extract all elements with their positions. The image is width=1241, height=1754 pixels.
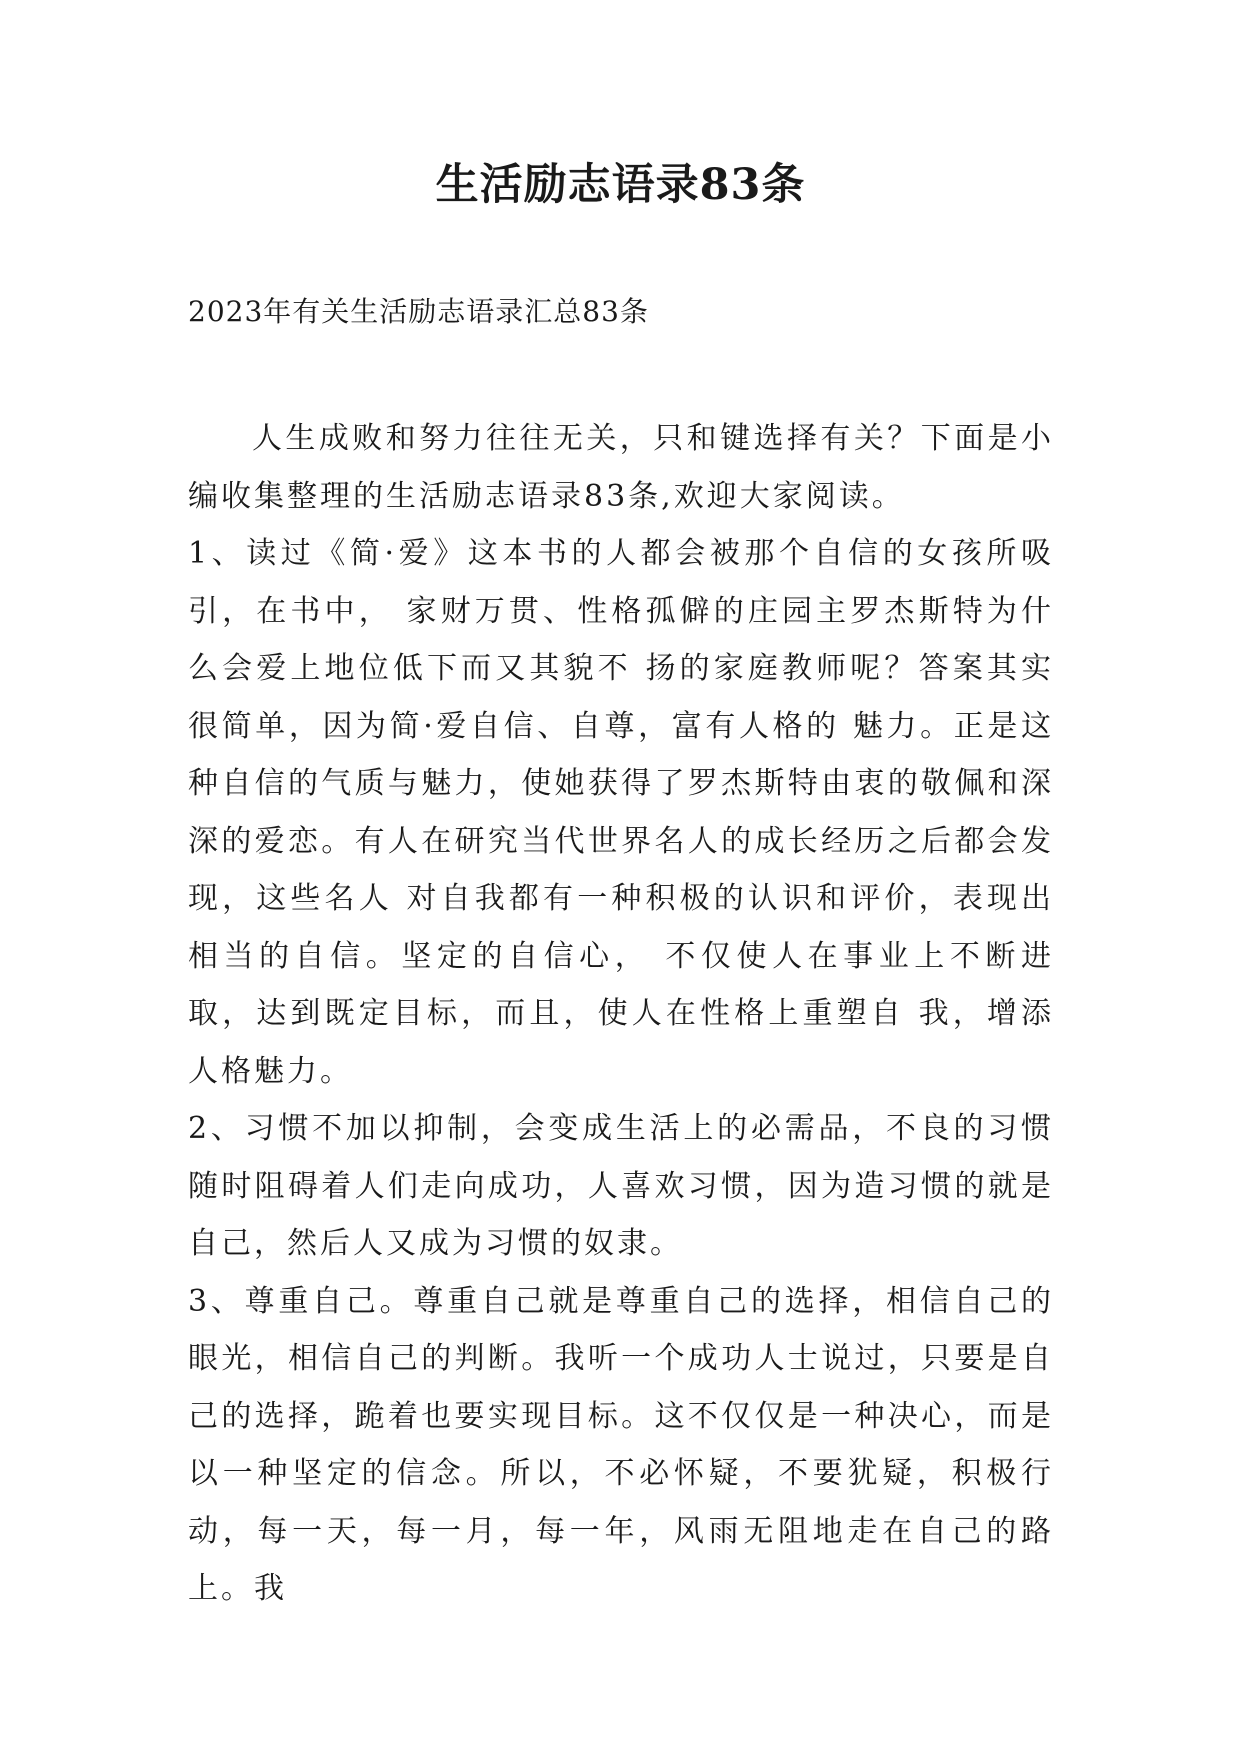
document-title: 生活励志语录83条 (435, 160, 806, 210)
quote-item-2: 2、习惯不加以抑制，会变成生活上的必需品，不良的习惯随时阻碍着人们走向成功，人喜欢习惯，因为造习惯的就是自己，然后人又成为习惯的奴隶。 (188, 1111, 1054, 1261)
document-body (188, 410, 1054, 1618)
quote-item-1: 1、读过《简·爱》这本书的人都会被那个自信的女孩所吸引，在书中， 家财万贯、性格孤僻的庄园主罗杰斯特为什么会爱上地位低下而又其貌不 扬的家庭教师呢？答案其实很简单，因为简·爱自信、自尊，富有人格的 魅力。正是这种自信的气质与魅力，使她获得了罗杰斯特由衷的敬佩和深 深的爱恋。有人在研究当代世界名人的成长经历之后都会发现，这些名人 对自我都有一种积极的认识和评价，表现出相当的自信。坚定的自信心， 不仅使人在事业上不断进取，达到既定目标，而且，使人在性格上重塑自 我，增添人格魅力。 (188, 536, 1054, 1089)
document-subtitle: 2023年有关生活励志语录汇总83条 (188, 295, 649, 328)
intro-paragraph: 人生成败和努力往往无关，只和键选择有关？下面是小编收集整理的生活励志语录83条,欢迎大家阅读。 (188, 421, 1054, 514)
quote-item-3: 3、尊重自己。尊重自己就是尊重自己的选择，相信自己的眼光，相信自己的判断。我听一个成功人士说过，只要是自己的选择，跪着也要实现目标。这不仅仅是一种决心，而是以一种坚定的信念。所以，不必怀疑，不要犹疑，积极行动，每一天，每一月，每一年，风雨无阻地走在自己的路上。我 (188, 1283, 1054, 1606)
